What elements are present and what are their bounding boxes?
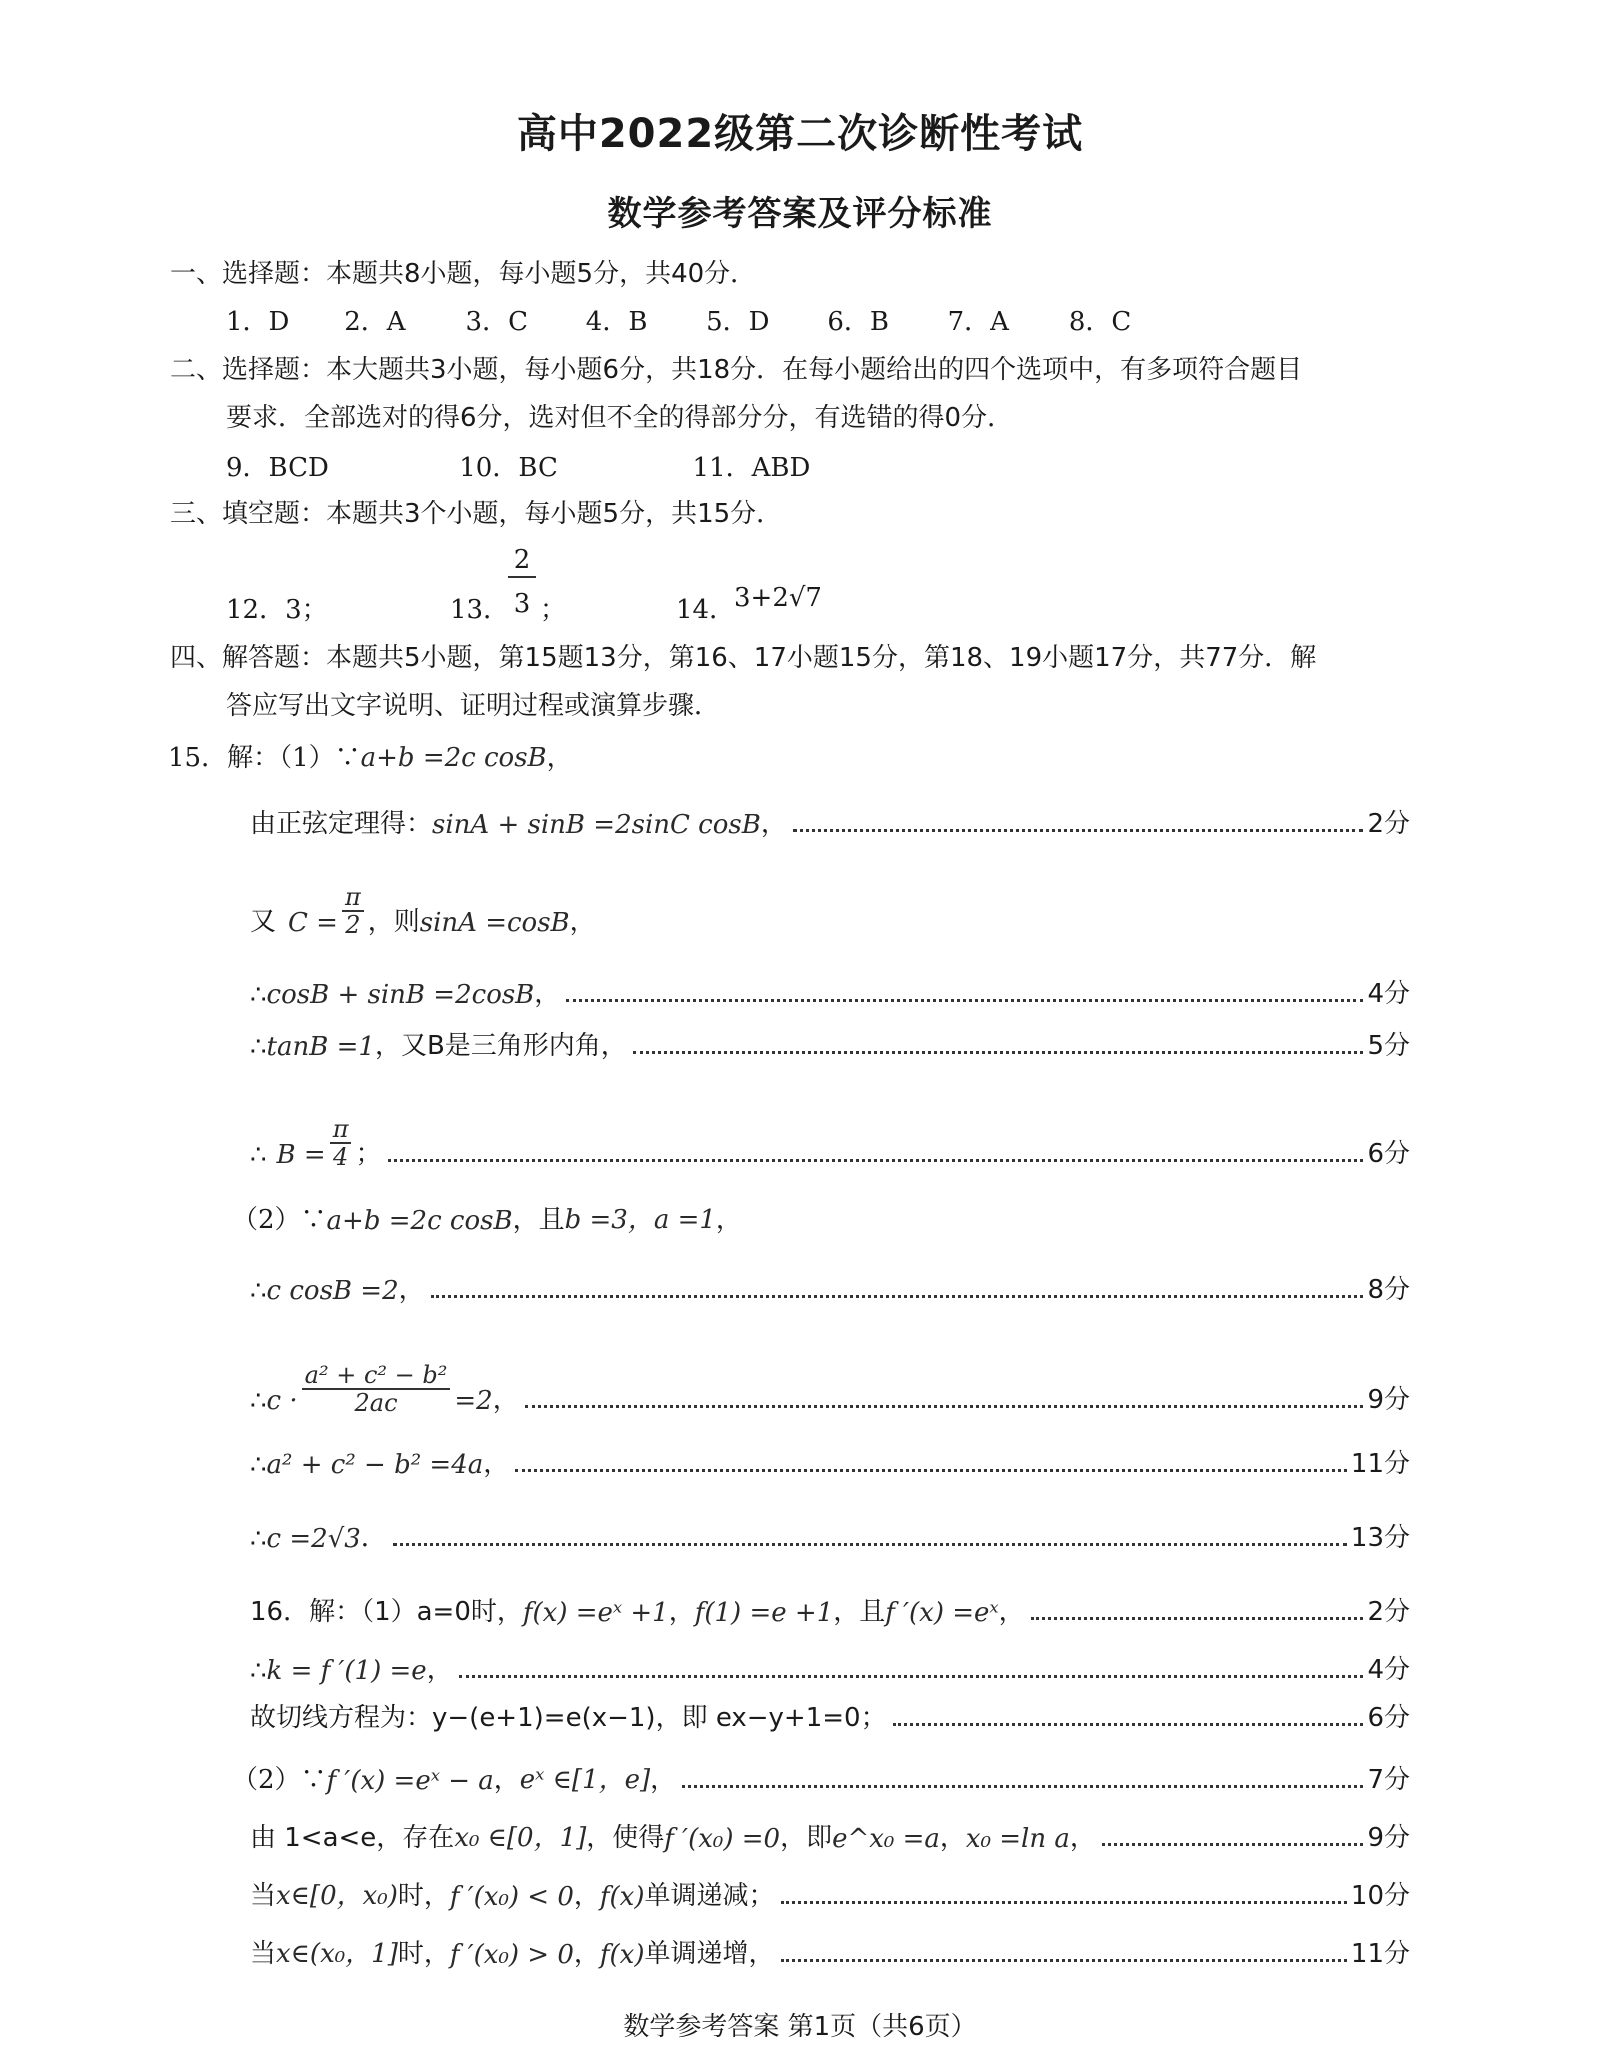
q15-step-2	[250, 800, 1410, 840]
q16-heading-text: 16．解：（1）a=0时，	[250, 1597, 523, 1627]
q16-step-7-math2: eˣ ∈[1，e]	[519, 1765, 651, 1795]
q16-step-9-math2: f ′(x₀) =0	[664, 1824, 781, 1854]
q16-part-2-label: （2）∵	[232, 1765, 327, 1795]
q16-step-7-sep: ，	[493, 1765, 520, 1795]
answer-13-numerator: 2	[508, 544, 536, 578]
q16-step-7	[232, 1756, 1410, 1796]
q15-step-13-math: c =2√3	[266, 1524, 361, 1554]
q16-step-10-text: 当	[250, 1881, 277, 1911]
q15-step-8-math: c cosB =2	[266, 1276, 399, 1306]
q16-step-9	[250, 1814, 1410, 1854]
q16-step-2-math2: f(1) =e +1	[694, 1598, 834, 1628]
q16-step-11-math2: f ′(x₀) > 0	[449, 1940, 574, 1970]
therefore-symbol: ∴	[250, 1140, 267, 1170]
q15-step-11-end: ，	[483, 1449, 510, 1479]
answer-4: 4．B	[585, 307, 648, 337]
leader-dots	[515, 1469, 1347, 1472]
answer-14-value: 3+2√7	[734, 583, 822, 613]
q16-step-9-math3: e^x₀ =a	[832, 1824, 940, 1854]
q15-step-angle-c	[250, 868, 1410, 938]
therefore-symbol: ∴	[250, 1656, 267, 1686]
answer-9: 9．BCD	[226, 453, 329, 483]
leader-dots	[893, 1723, 1364, 1726]
score-label: 9分	[1367, 1823, 1410, 1853]
answer-2: 2．A	[344, 307, 406, 337]
q15-step-11-math: a² + c² − b² =4a	[266, 1450, 484, 1480]
q16-step-11-math3: f(x)	[599, 1940, 645, 1970]
leader-dots	[682, 1785, 1363, 1788]
section-2-heading-line2: 要求．全部选对的得6分，选对但不全的得部分分，有选错的得0分．	[226, 403, 1014, 433]
cosine-law-fraction	[302, 1362, 451, 1416]
q15-heading-end: ，	[546, 743, 573, 773]
answer-14-label: 14．	[676, 595, 736, 625]
q15-part-2-math2: b =3，a =1	[564, 1205, 716, 1235]
q15-step-4-math: cosB + sinB =2cosB	[266, 980, 535, 1010]
leader-dots	[459, 1675, 1364, 1678]
q15-step-9-math: c ·	[266, 1386, 298, 1416]
q15-step-6-math: B =	[276, 1140, 326, 1170]
section-4-heading-line1: 四、解答题：本题共5小题，第15题13分，第16、17小题15分，第18、19小题17分，共77分．解	[170, 643, 1317, 673]
q15-step-9-math2: =2	[454, 1386, 493, 1416]
answer-3: 3．C	[465, 307, 528, 337]
answer-11: 11．ABD	[692, 453, 811, 483]
page-footer: 数学参考答案 第1页（共6页）	[623, 2012, 977, 2042]
score-label: 4分	[1367, 979, 1410, 1009]
q15-part-2-mid: ，且	[512, 1205, 565, 1235]
therefore-symbol: ∴	[250, 1450, 267, 1480]
q15-step-13	[250, 1514, 1410, 1554]
page-title: 高中2022级第二次诊断性考试	[516, 111, 1084, 157]
q15-step-9-end: ，	[492, 1385, 519, 1415]
fraction-denominator: 2ac	[354, 1389, 398, 1417]
leader-dots	[793, 829, 1364, 832]
answer-12: 12．3；	[226, 595, 328, 625]
answer-7: 7．A	[947, 307, 1009, 337]
score-label: 6分	[1367, 1139, 1410, 1169]
q16-step-2-math3: f ′(x) =eˣ	[885, 1598, 999, 1628]
therefore-symbol: ∴	[250, 1386, 267, 1416]
q16-step-9-mid2: ，即	[780, 1823, 833, 1853]
pi-over-4-fraction	[330, 1116, 352, 1170]
fraction-denominator: 4	[332, 1143, 349, 1171]
q16-step-11-sep: ，	[573, 1939, 600, 1969]
q15-step-angle-c-math2: sinA =cosB	[419, 908, 570, 938]
score-label: 11分	[1350, 1449, 1410, 1479]
therefore-symbol: ∴	[250, 1524, 267, 1554]
q16-step-11-math1: x∈(x₀，1]	[276, 1939, 398, 1969]
answer-10: 10．BC	[459, 453, 558, 483]
answer-5: 5．D	[706, 307, 770, 337]
q15-step-5-text: ，又B是三角形内角，	[374, 1031, 627, 1061]
leader-dots	[1102, 1843, 1364, 1846]
q15-step-6	[250, 1100, 1410, 1170]
leader-dots	[393, 1543, 1347, 1546]
q16-step-11-end: 单调递增，	[644, 1939, 775, 1969]
q15-step-4-end: ，	[534, 979, 561, 1009]
answer-1: 1．D	[226, 307, 290, 337]
fraction-numerator: a² + c² − b²	[302, 1362, 451, 1390]
score-label: 5分	[1367, 1031, 1410, 1061]
section-2-answers	[226, 452, 810, 484]
q16-step-9-end: ，	[1069, 1823, 1096, 1853]
pi-over-2-fraction	[342, 884, 364, 938]
leader-dots	[781, 1901, 1347, 1904]
q15-step-5-math: tanB =1	[266, 1032, 375, 1062]
q15-step-2-text: 由正弦定理得：	[250, 809, 433, 839]
answer-13-label: 13．	[450, 595, 510, 625]
q16-step-2-end: ，	[998, 1597, 1025, 1627]
q16-step-4-end: ，	[426, 1655, 453, 1685]
q16-step-7-end: ，	[650, 1765, 677, 1795]
therefore-symbol: ∴	[250, 980, 267, 1010]
q16-step-9-sep: ，	[939, 1823, 966, 1853]
q16-step-10-math3: f(x)	[599, 1882, 645, 1912]
leader-dots	[388, 1159, 1364, 1162]
q15-part-2-end: ，	[715, 1205, 742, 1235]
leader-dots	[1031, 1617, 1364, 1620]
q15-step-angle-c-math: C =	[288, 908, 338, 938]
q16-step-2-math1: f(x) =eˣ +1	[522, 1598, 669, 1628]
q15-step-angle-c-mid: ，则	[367, 907, 420, 937]
q16-step-10-mid: 时，	[397, 1881, 450, 1911]
q16-step-9-math1: x₀ ∈[0，1]	[454, 1823, 587, 1853]
q15-step-2-end: ，	[760, 809, 787, 839]
q15-step-angle-c-text: 又	[250, 907, 277, 937]
q16-step-11	[250, 1930, 1410, 1970]
q15-heading-text: 15．解：（1）∵	[168, 743, 361, 773]
q15-step-4	[250, 970, 1410, 1010]
fraction-numerator: π	[342, 884, 364, 912]
q16-step-10-math1: x∈[0，x₀)	[276, 1881, 398, 1911]
q16-step-6	[250, 1694, 1410, 1734]
answer-13-denominator: 3	[513, 589, 531, 619]
q15-step-angle-c-end: ，	[569, 907, 596, 937]
q15-part-2-heading	[232, 1196, 1392, 1236]
leader-dots	[633, 1051, 1364, 1054]
leader-dots	[566, 999, 1363, 1002]
q16-step-11-mid: 时，	[397, 1939, 450, 1969]
page-subtitle: 数学参考答案及评分标准	[607, 194, 993, 234]
leader-dots	[525, 1405, 1364, 1408]
score-label: 9分	[1367, 1385, 1410, 1415]
section-2-heading-line1: 二、选择题：本大题共3小题，每小题6分，共18分．在每小题给出的四个选项中，有多项符合题目	[170, 355, 1303, 385]
score-label: 7分	[1367, 1765, 1410, 1795]
section-1-heading: 一、选择题：本题共8小题，每小题5分，共40分．	[170, 259, 757, 289]
score-label: 2分	[1367, 809, 1410, 839]
q16-step-11-text: 当	[250, 1939, 277, 1969]
section-1-answers	[226, 306, 1131, 338]
therefore-symbol: ∴	[250, 1032, 267, 1062]
therefore-symbol: ∴	[250, 1276, 267, 1306]
score-label: 2分	[1367, 1597, 1410, 1627]
fraction-denominator: 2	[345, 911, 361, 939]
q16-step-10-end: 单调递减；	[644, 1881, 775, 1911]
q15-heading	[168, 742, 573, 774]
q16-step-4	[250, 1646, 1410, 1686]
q16-step-9-mid1: ，使得	[586, 1823, 665, 1853]
q16-step-7-math1: f ′(x) =eˣ − a	[326, 1766, 494, 1796]
score-label: 10分	[1350, 1881, 1410, 1911]
q15-step-6-end: ；	[355, 1139, 382, 1169]
q16-step-10-math2: f ′(x₀) < 0	[449, 1882, 574, 1912]
score-label: 4分	[1367, 1655, 1410, 1685]
q16-step-10	[250, 1872, 1410, 1912]
q15-step-8-end: ，	[398, 1275, 425, 1305]
score-label: 13分	[1350, 1523, 1410, 1553]
section-4-heading-line2: 答应写出文字说明、证明过程或演算步骤．	[226, 691, 721, 721]
answer-13-end: ；	[540, 595, 567, 625]
leader-dots	[431, 1295, 1364, 1298]
q16-step-2-sep: ，	[668, 1597, 695, 1627]
score-label: 6分	[1367, 1703, 1410, 1733]
q15-part-2-math: a+b =2c cosB	[326, 1206, 513, 1236]
q15-step-5	[250, 1022, 1410, 1062]
q16-step-2	[250, 1588, 1410, 1628]
q16-step-9-text: 由 1<a<e，存在	[250, 1823, 455, 1853]
q16-step-2-mid: ，且	[833, 1597, 886, 1627]
q16-step-9-math4: x₀ =ln a	[965, 1824, 1070, 1854]
score-label: 8分	[1367, 1275, 1410, 1305]
answer-8: 8．C	[1068, 307, 1132, 337]
q16-step-4-math: k = f ′(1) =e	[266, 1656, 427, 1686]
q15-part-2-label: （2）∵	[232, 1205, 327, 1235]
section-3-heading: 三、填空题：本题共3个小题，每小题5分，共15分．	[170, 499, 783, 529]
q15-step-13-end: ．	[360, 1523, 387, 1553]
q15-step-11	[250, 1440, 1410, 1480]
q15-step-8	[250, 1266, 1410, 1306]
q15-step-2-math: sinA + sinB =2sinC cosB	[432, 810, 761, 840]
leader-dots	[781, 1959, 1347, 1962]
answer-6: 6．B	[827, 307, 889, 337]
q16-tangent-line-text: 故切线方程为：y−(e+1)=e(x−1)，即 ex−y+1=0；	[250, 1703, 887, 1733]
score-label: 11分	[1350, 1939, 1410, 1969]
fraction-numerator: π	[330, 1116, 352, 1144]
q16-step-10-sep: ，	[573, 1881, 600, 1911]
q15-step-9	[250, 1338, 1410, 1416]
q15-heading-math: a+b =2c cosB	[360, 743, 547, 773]
